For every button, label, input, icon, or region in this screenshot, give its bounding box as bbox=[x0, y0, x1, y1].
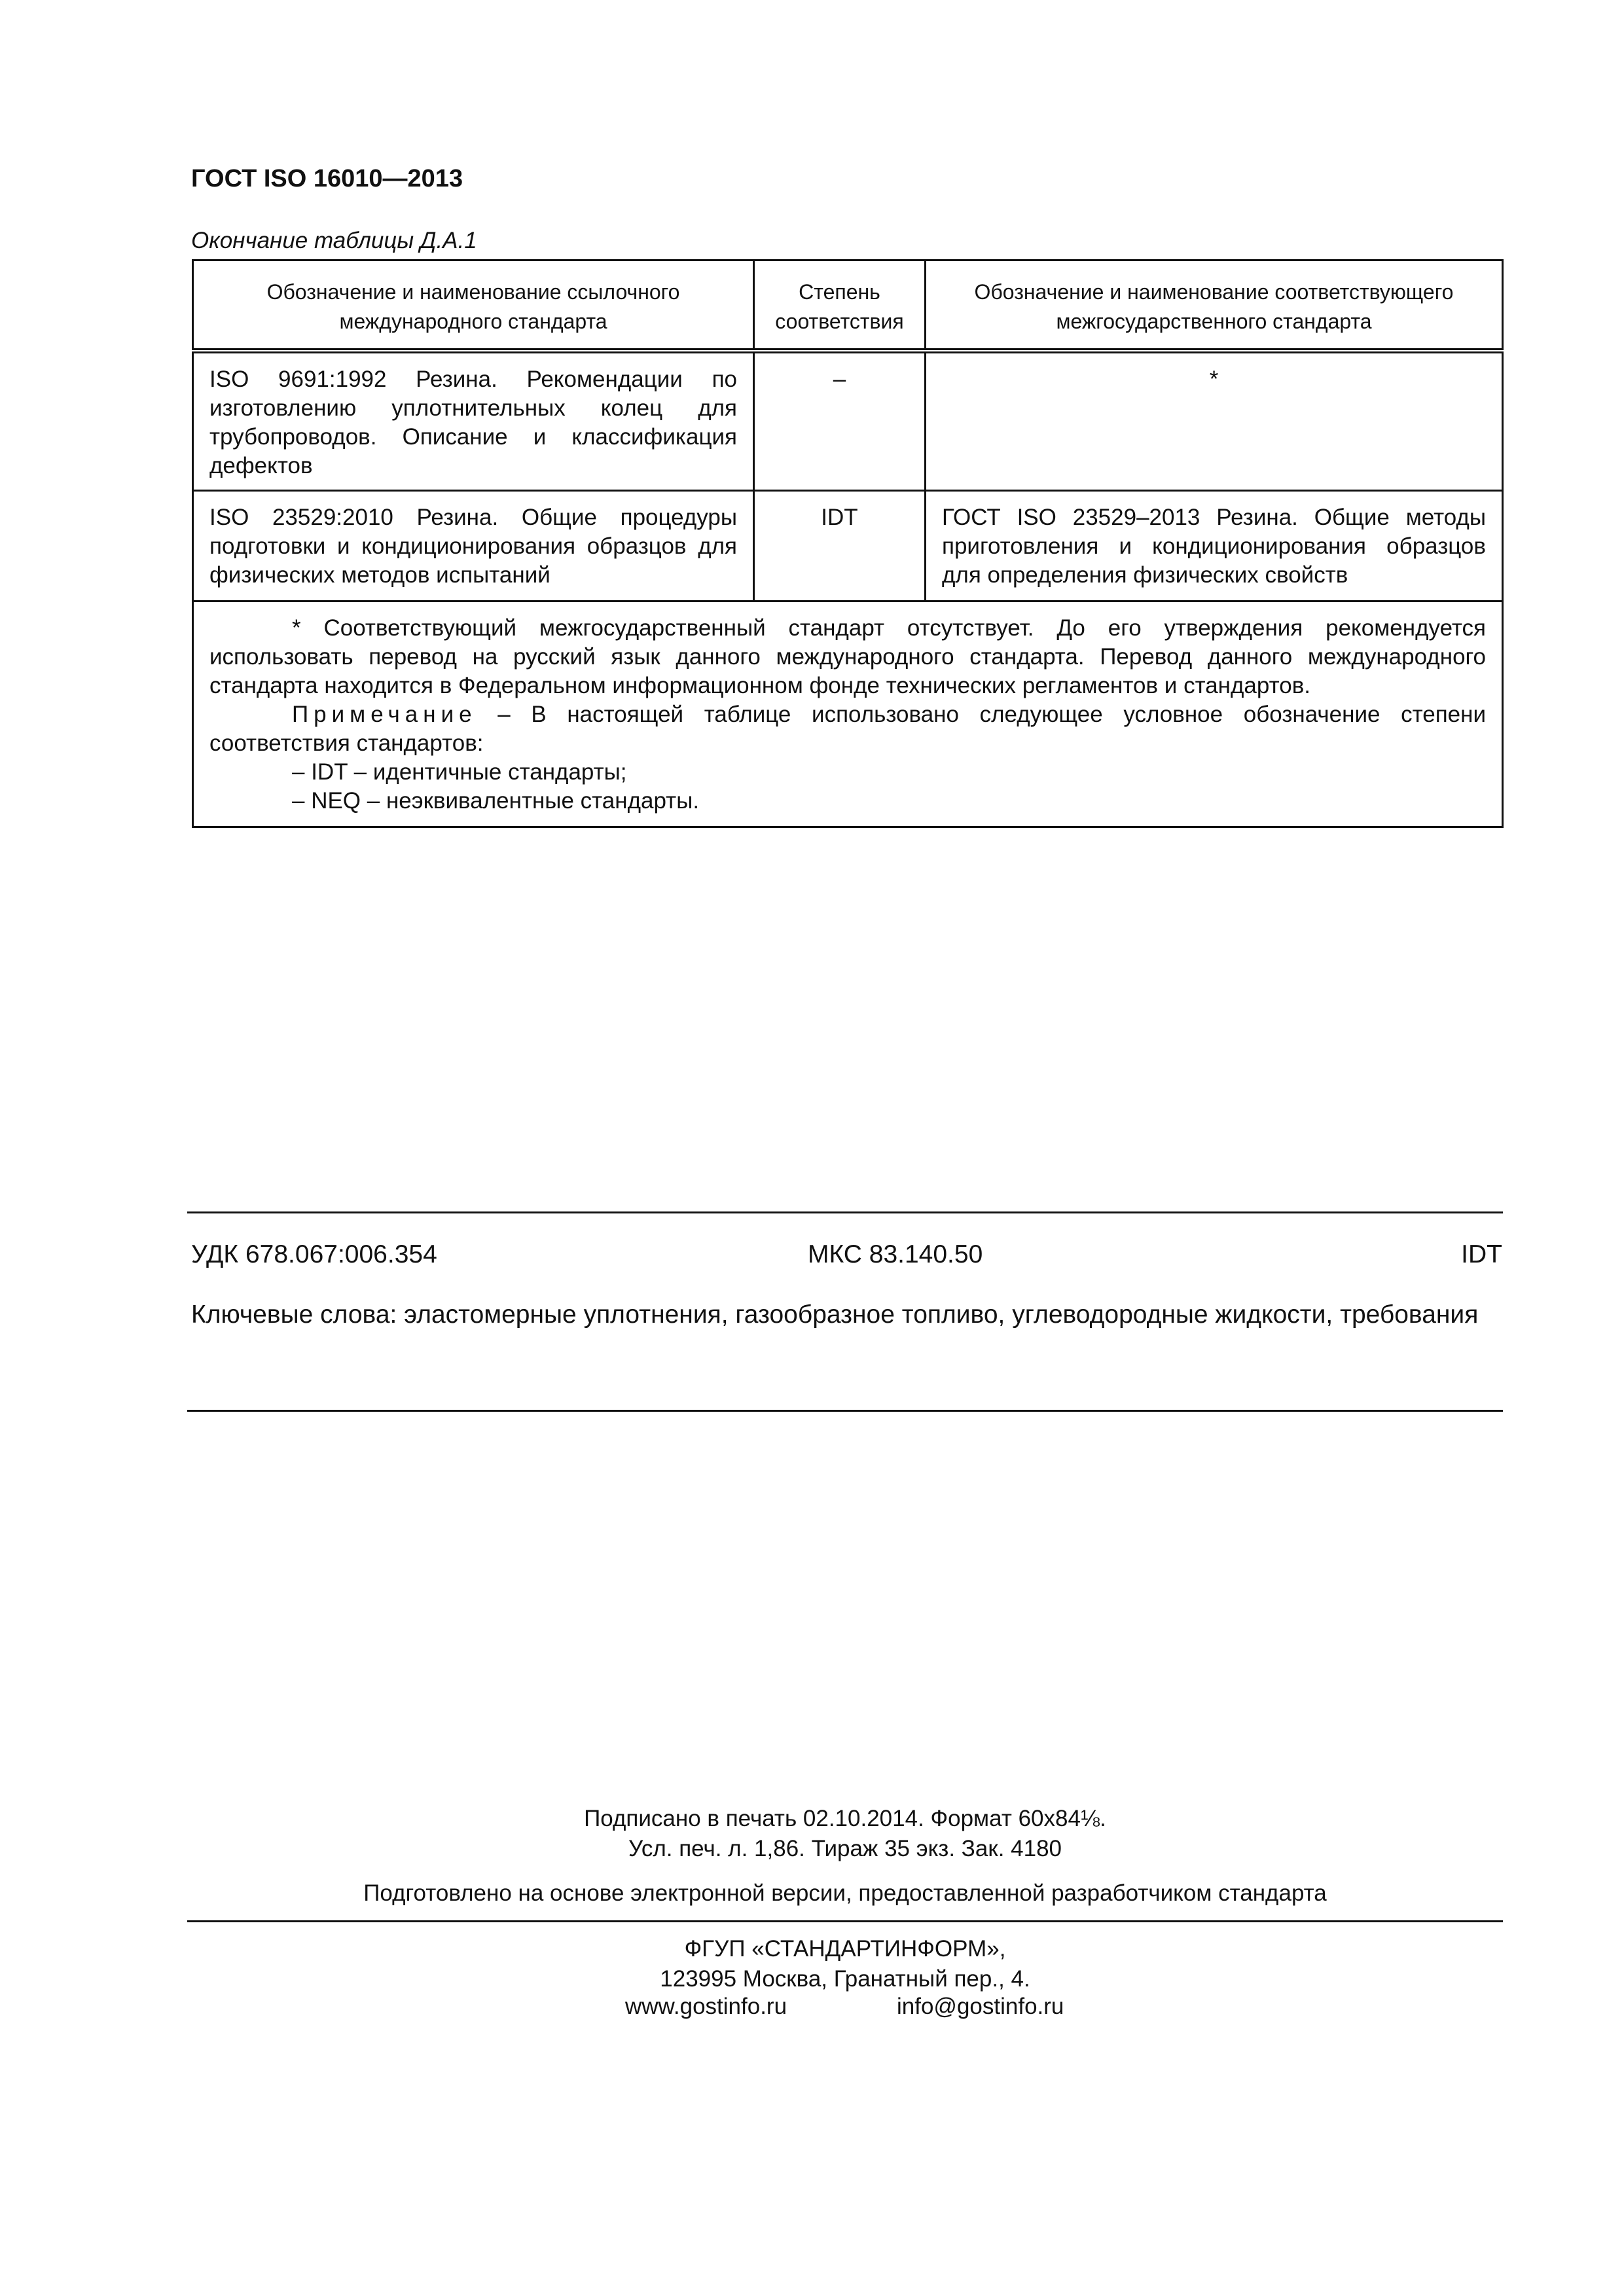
table-row bbox=[193, 351, 1503, 491]
table-row bbox=[193, 491, 1503, 601]
reference-standards-table bbox=[192, 259, 1504, 828]
publisher-email-link[interactable]: info@gostinfo.ru bbox=[897, 1994, 1064, 2019]
imprint-prepared: Подготовлено на основе электронной версии, предоставленной разработчиком стандарта bbox=[363, 1880, 1327, 1906]
table-notes-row bbox=[193, 601, 1503, 827]
conformity-degree: IDT bbox=[1461, 1240, 1502, 1268]
cell-degree: – bbox=[754, 351, 926, 491]
column-header-ref-standard: Обозначение и наименование ссылочного международного стандарта bbox=[193, 260, 754, 351]
column-header-national-standard: Обозначение и наименование соответствующего межгосударственного стандарта bbox=[926, 260, 1503, 351]
keywords: Ключевые слова: эластомерные уплотнения, газообразное топливо, углеводородные жидкости, требования bbox=[191, 1300, 1479, 1329]
table-caption: Окончание таблицы Д.А.1 bbox=[191, 228, 477, 253]
divider-keywords bbox=[187, 1410, 1503, 1412]
table-notes-cell bbox=[193, 601, 1503, 827]
legend-item-idt: – IDT – идентичные стандарты; bbox=[292, 759, 627, 785]
cell-national-standard: ГОСТ ISO 23529–2013 Резина. Общие методы приготовления и кондиционирования образцов для определения физических свойств bbox=[926, 491, 1503, 601]
cell-ref-standard: ISO 9691:1992 Резина. Рекомендации по изготовлению уплотнительных колец для трубопроводов. Описание и классификация дефектов bbox=[193, 351, 754, 491]
legend-item-neq: – NEQ – неэквивалентные стандарты. bbox=[292, 788, 700, 814]
column-header-degree: Степень соответствия bbox=[754, 260, 926, 351]
publisher-address: 123995 Москва, Гранатный пер., 4. bbox=[660, 1966, 1030, 1992]
publisher-website-link[interactable]: www.gostinfo.ru bbox=[625, 1994, 787, 2019]
note-paragraph bbox=[209, 700, 1486, 758]
mks-code: МКС 83.140.50 bbox=[808, 1240, 983, 1268]
document-code: ГОСТ ISO 16010—2013 bbox=[191, 165, 463, 192]
table-header-row bbox=[193, 260, 1503, 351]
note-text: – В настоящей таблице использовано следующее условное обозначение степени соответствия стандартов: bbox=[209, 702, 1486, 756]
udk-code: УДК 678.067:006.354 bbox=[191, 1240, 437, 1268]
cell-degree: IDT bbox=[754, 491, 926, 601]
divider-top bbox=[187, 1211, 1503, 1213]
imprint-print-info: Усл. печ. л. 1,86. Тираж 35 экз. Зак. 4180 bbox=[628, 1836, 1062, 1861]
footnote-text: * Соответствующий межгосударственный стандарт отсутствует. До его утверждения рекомендуется использовать перевод на русский язык данного международного стандарта. Перевод данного международного стандарта находится в Федеральном информационном фонде технических регламентов и стандартов. bbox=[209, 615, 1486, 698]
imprint-signed: Подписано в печать 02.10.2014. Формат 60x84⅛. bbox=[584, 1806, 1106, 1831]
cell-ref-standard: ISO 23529:2010 Резина. Общие процедуры подготовки и кондиционирования образцов для физических методов испытаний bbox=[193, 491, 754, 601]
divider-imprint bbox=[187, 1920, 1503, 1922]
cell-national-standard: * bbox=[926, 351, 1503, 491]
note-label: Примечание bbox=[292, 702, 477, 727]
publisher-name: ФГУП «СТАНДАРТИНФОРМ», bbox=[684, 1936, 1006, 1962]
